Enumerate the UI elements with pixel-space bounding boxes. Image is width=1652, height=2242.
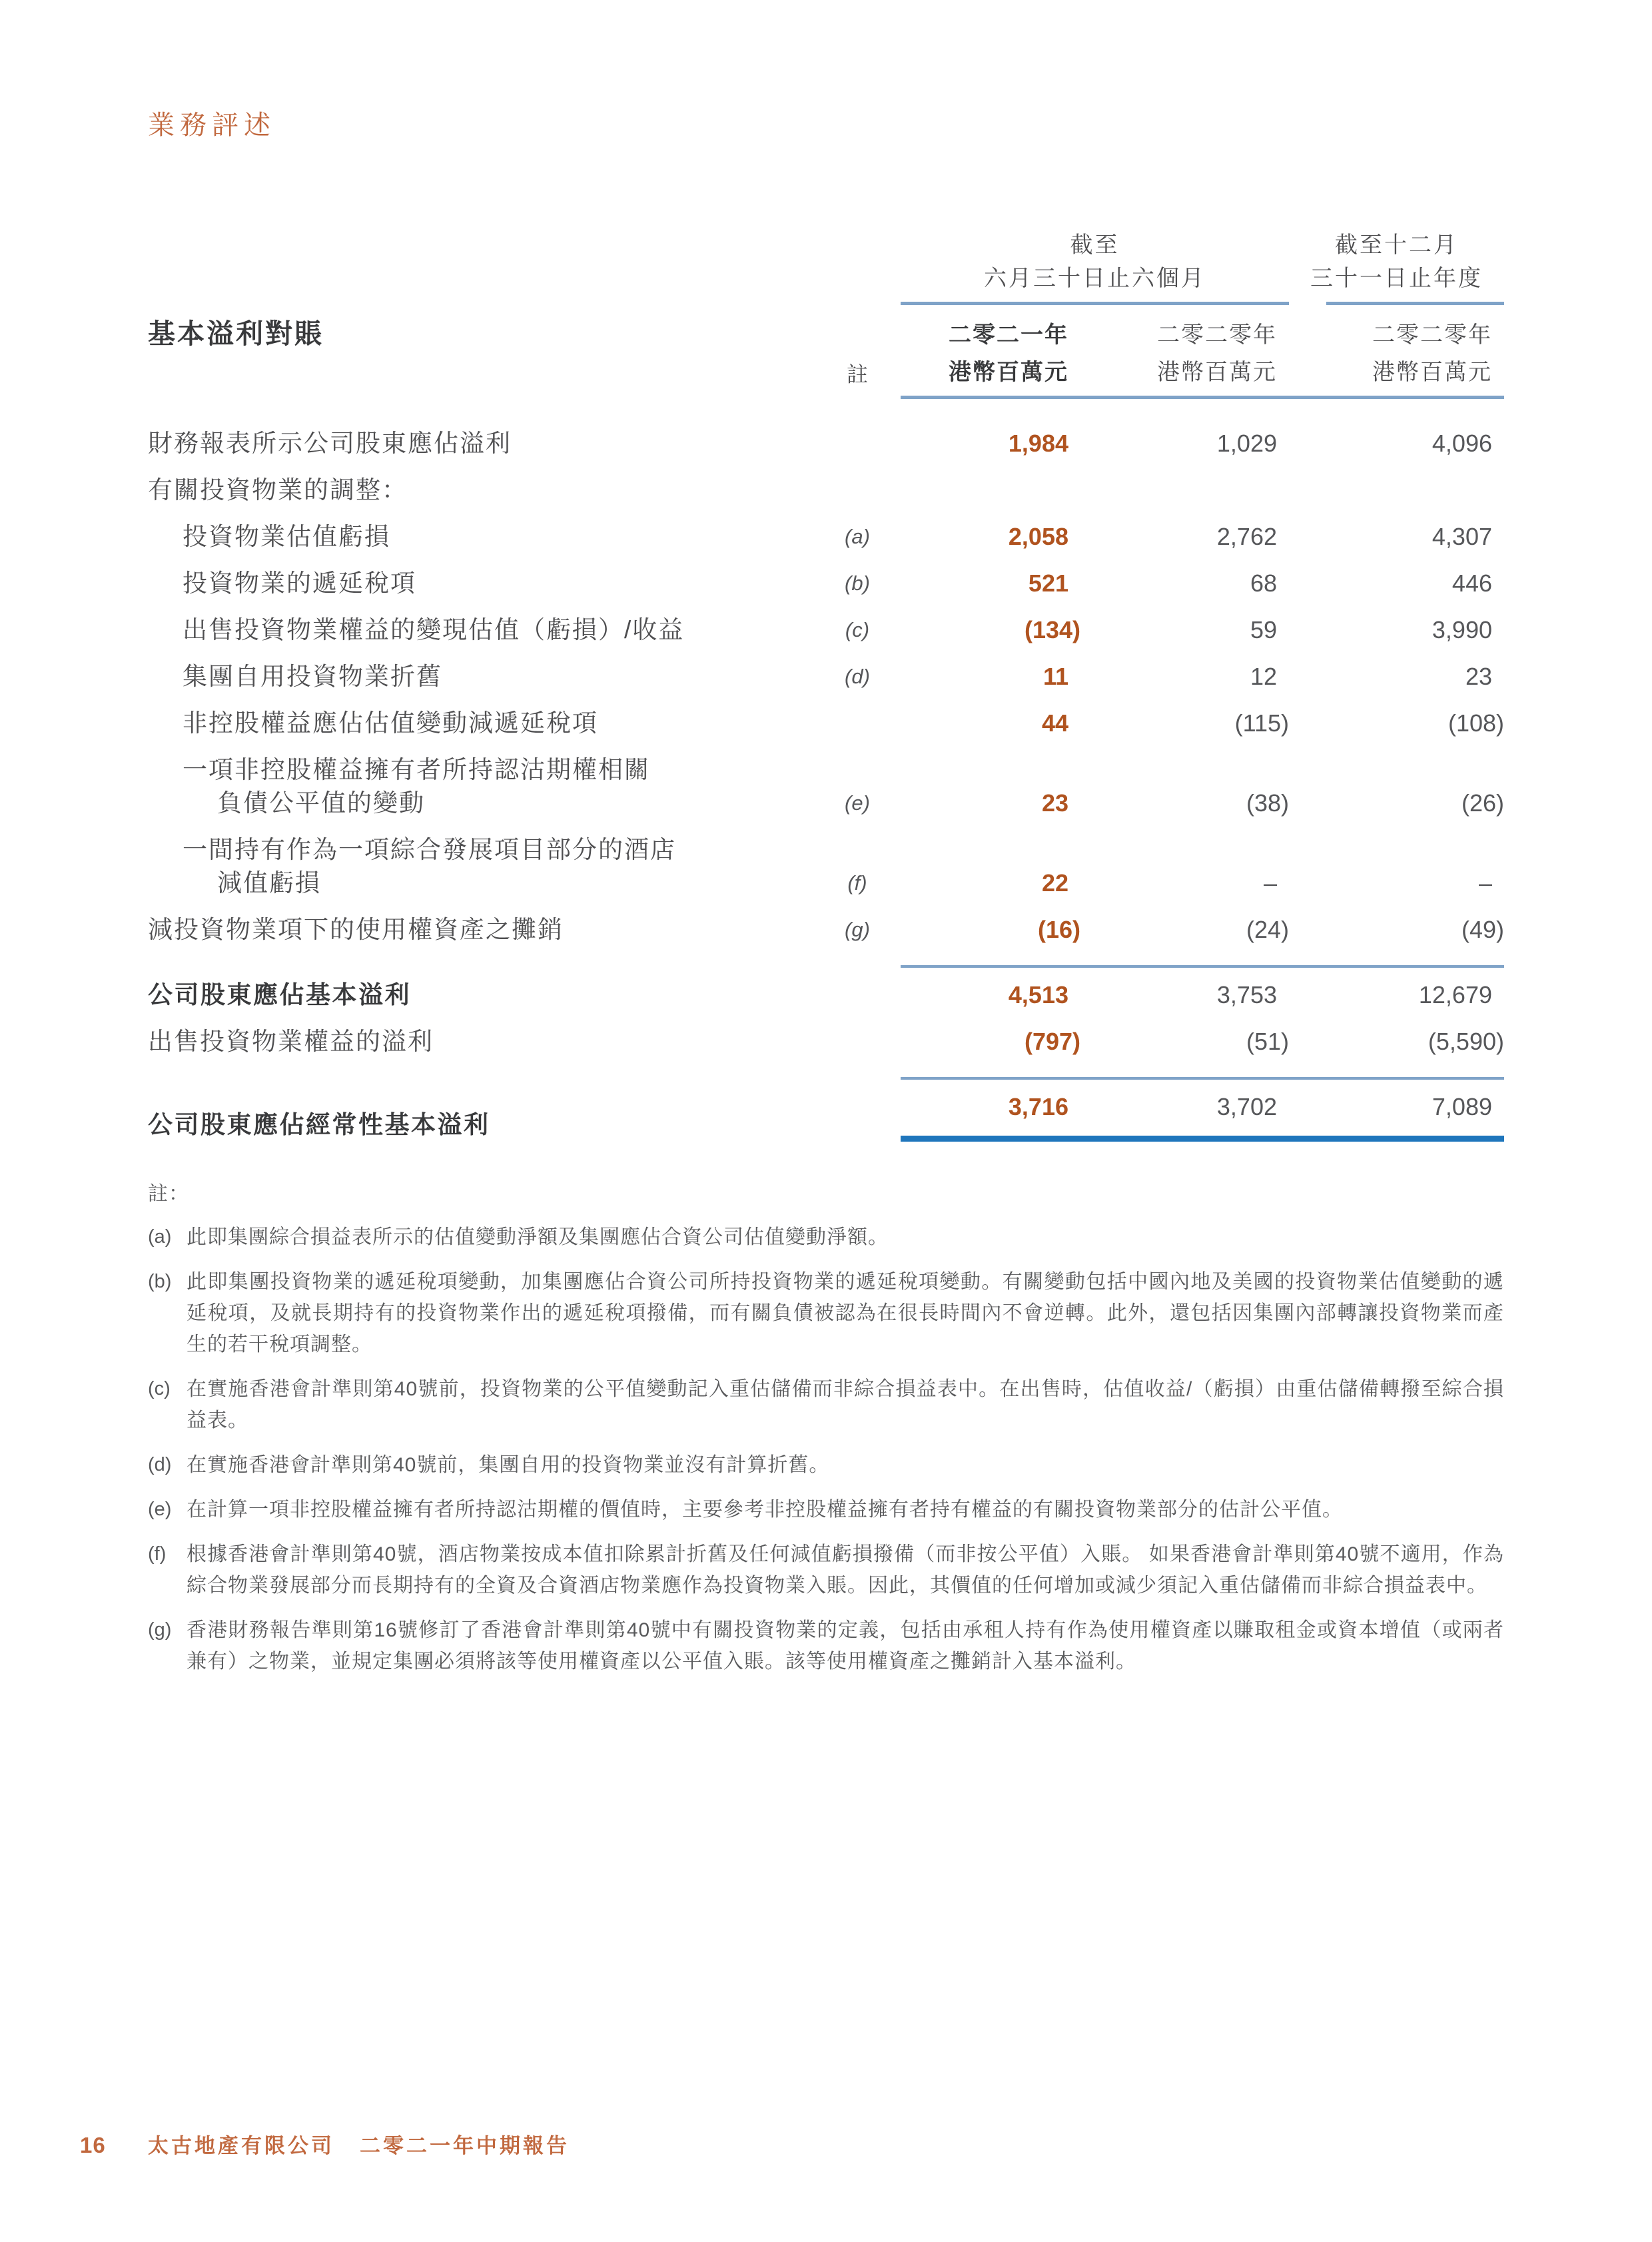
row-label: 集團自用投資物業折舊 bbox=[183, 663, 442, 690]
value-2021: 23 bbox=[1041, 789, 1068, 817]
footnote-label: (c) bbox=[148, 1378, 171, 1399]
row-label: 有關投資物業的調整： bbox=[148, 476, 408, 504]
footnote-label: (e) bbox=[148, 1499, 172, 1520]
footnote-item bbox=[148, 1615, 1504, 1677]
footnote-text: 根據香港會計準則第40號，酒店物業按成本值扣除累計折舊及任何減值虧損撥備（而非按公平值）入賬。 如果香港會計準則第40號不適用，作為綜合物業發展部分而長期持有的全資及合資酒店物業應作為投資物業入賬。因此，其價值的任何增加或減少須記入重估儲備而非綜合損益表中。 bbox=[187, 1543, 1504, 1597]
footnote-text: 此即集團綜合損益表所示的估值變動淨額及集團應佔合資公司估值變動淨額。 bbox=[187, 1226, 889, 1248]
group-header-line: 六月三十日止六個月 bbox=[984, 266, 1206, 291]
row-label: 公司股東應佔經常性基本溢利 bbox=[148, 1111, 490, 1138]
note-column-header: 註 bbox=[846, 362, 868, 386]
value-2021: 44 bbox=[1041, 709, 1068, 737]
row-label: 公司股東應佔基本溢利 bbox=[148, 981, 411, 1008]
value-2020-annual: 23 bbox=[1465, 663, 1492, 690]
table-row bbox=[148, 1018, 1504, 1065]
column-header-2020-annual: 二零二零年 港幣百萬元 bbox=[1372, 322, 1492, 385]
table-row bbox=[148, 607, 1504, 653]
row-label: 一項非控股權益擁有者所持認沽期權相關 負債公平值的變動 bbox=[183, 756, 650, 817]
row-label: 非控股權益應佔估值變動減遞延稅項 bbox=[183, 709, 598, 737]
row-label: 出售投資物業權益的變現估值（虧損）/收益 bbox=[183, 616, 685, 643]
value-2020-annual: (108) bbox=[1447, 709, 1504, 737]
footnote-label: (g) bbox=[148, 1619, 172, 1641]
value-2020-interim: 1,029 bbox=[1216, 430, 1277, 457]
footnote-text: 香港財務報告準則第16號修訂了香港會計準則第40號中有關投資物業的定義，包括由承租人持有作為使用權資產以賺取租金或資本增值（或兩者兼有）之物業，並規定集團必須將該等使用權資產以公平值入賬。該等使用權資產之攤銷計入基本溢利。 bbox=[187, 1619, 1504, 1673]
value-2020-interim: 3,753 bbox=[1080, 965, 1289, 1012]
value-2020-annual: – bbox=[1478, 869, 1492, 897]
footnote-text: 在計算一項非控股權益擁有者所持認沽期權的價值時，主要參考非控股權益擁有者持有權益的有關投資物業部分的估計公平值。 bbox=[187, 1499, 1343, 1521]
note-ref: (d) bbox=[845, 665, 870, 688]
table-section-row bbox=[148, 467, 1504, 514]
value-2020-interim: (24) bbox=[1246, 916, 1289, 943]
value-2021: (797) bbox=[1024, 1028, 1080, 1055]
note-ref: (f) bbox=[847, 871, 867, 895]
value-2020-annual: 446 bbox=[1451, 569, 1492, 597]
page-number: 16 bbox=[80, 2133, 106, 2157]
note-ref: (e) bbox=[845, 791, 870, 815]
table-row bbox=[148, 747, 1504, 827]
table-total-row bbox=[148, 1070, 1504, 1142]
footnote-item bbox=[148, 1266, 1504, 1360]
value-2020-interim: 59 bbox=[1250, 616, 1277, 643]
table-header-rule bbox=[148, 391, 1504, 399]
note-ref: (a) bbox=[845, 525, 870, 548]
row-label: 投資物業的遞延稅項 bbox=[183, 569, 416, 597]
footnote-item bbox=[148, 1539, 1504, 1601]
value-2021: (16) bbox=[1037, 916, 1080, 943]
footnote-item bbox=[148, 1373, 1504, 1436]
footnotes-heading: 註： bbox=[148, 1183, 189, 1205]
row-label: 投資物業估值虧損 bbox=[183, 523, 390, 550]
footer-company-name: 太古地產有限公司 bbox=[148, 2134, 334, 2157]
value-2021: 521 bbox=[1028, 569, 1068, 597]
value-2021: 1,984 bbox=[1008, 430, 1068, 457]
row-label: 一間持有作為一項綜合發展項目部分的酒店 減值虧損 bbox=[183, 836, 676, 897]
group-header-line: 三十一日止年度 bbox=[1310, 266, 1483, 291]
value-2020-interim: 68 bbox=[1250, 569, 1277, 597]
value-2020-annual: 7,089 bbox=[1289, 1077, 1504, 1142]
footnote-text: 在實施香港會計準則第40號前，投資物業的公平值變動記入重估儲備而非綜合損益表中。在出售時，估值收益/（虧損）由重估儲備轉撥至綜合損益表。 bbox=[187, 1378, 1504, 1431]
table-row bbox=[148, 514, 1504, 560]
value-2021: 22 bbox=[1041, 869, 1068, 897]
rule-full-year bbox=[1326, 295, 1504, 305]
value-2020-annual: 4,307 bbox=[1432, 523, 1492, 550]
value-2021: 11 bbox=[1042, 663, 1068, 690]
value-2020-annual: (49) bbox=[1461, 916, 1504, 943]
footnote-label: (f) bbox=[148, 1543, 167, 1565]
value-2020-annual: 3,990 bbox=[1432, 616, 1492, 643]
value-2021: 3,716 bbox=[901, 1077, 1080, 1142]
note-ref: (g) bbox=[845, 918, 870, 941]
table-group-rules bbox=[148, 295, 1504, 304]
footnote-item bbox=[148, 1449, 1504, 1481]
value-2020-interim: (115) bbox=[1234, 709, 1289, 737]
value-2020-interim: (51) bbox=[1246, 1028, 1289, 1055]
note-ref: (c) bbox=[845, 618, 870, 641]
footer-report-title: 二零二一年中期報告 bbox=[360, 2134, 570, 2157]
table-title: 基本溢利對賬 bbox=[148, 318, 324, 349]
value-2020-interim: – bbox=[1263, 869, 1277, 897]
section-header: 業務評述 bbox=[148, 111, 276, 140]
table-row bbox=[148, 653, 1504, 700]
value-2020-interim: (38) bbox=[1246, 789, 1289, 817]
footnote-item bbox=[148, 1494, 1504, 1525]
column-group-header-full-year bbox=[1289, 228, 1504, 295]
value-2021: (134) bbox=[1024, 616, 1080, 643]
table-row bbox=[148, 827, 1504, 907]
footnote-text: 此即集團投資物業的遞延稅項變動，加集團應佔合資公司所持投資物業的遞延稅項變動。有關變動包括中國內地及美國的投資物業估值變動的遞延稅項，及就長期持有的投資物業作出的遞延稅項撥備，而有關負債被認為在很長時間內不會逆轉。此外，還包括因集團內部轉讓投資物業而產生的若干稅項調整。 bbox=[187, 1271, 1504, 1355]
table-row bbox=[148, 560, 1504, 607]
value-2020-interim: 3,702 bbox=[1080, 1077, 1289, 1142]
footnote-label: (d) bbox=[148, 1454, 172, 1475]
column-group-header-six-months bbox=[901, 228, 1289, 295]
value-2020-annual: 12,679 bbox=[1289, 965, 1504, 1012]
value-2020-interim: 2,762 bbox=[1216, 523, 1277, 550]
page-footer bbox=[80, 2129, 1504, 2159]
column-header-2020-interim: 二零二零年 港幣百萬元 bbox=[1157, 322, 1277, 385]
table-group-header-row bbox=[148, 228, 1504, 295]
group-header-line: 截至 bbox=[1070, 232, 1120, 258]
row-label: 出售投資物業權益的溢利 bbox=[148, 1028, 434, 1055]
table-row bbox=[148, 700, 1504, 747]
table-row bbox=[148, 411, 1504, 467]
table-row bbox=[148, 907, 1504, 953]
group-header-line: 截至十二月 bbox=[1335, 232, 1458, 258]
underlying-profit-reconciliation-table bbox=[148, 228, 1504, 1142]
row-label: 減投資物業項下的使用權資產之攤銷 bbox=[148, 916, 564, 943]
footnote-label: (b) bbox=[148, 1271, 172, 1292]
footnotes bbox=[148, 1179, 1504, 1677]
footnote-text: 在實施香港會計準則第40號前，集團自用的投資物業並沒有計算折舊。 bbox=[187, 1454, 830, 1476]
footnote-label: (a) bbox=[148, 1226, 172, 1248]
value-2021: 2,058 bbox=[1008, 523, 1068, 550]
value-2020-annual: (5,590) bbox=[1428, 1028, 1504, 1055]
value-2020-annual: 4,096 bbox=[1432, 430, 1492, 457]
value-2020-interim: 12 bbox=[1250, 663, 1277, 690]
column-header-2021: 二零二一年 港幣百萬元 bbox=[949, 322, 1068, 385]
row-label: 財務報表所示公司股東應佔溢利 bbox=[148, 430, 512, 457]
table-column-header-row bbox=[148, 316, 1504, 391]
note-ref: (b) bbox=[845, 571, 870, 595]
rule-six-months bbox=[901, 295, 1289, 305]
value-2021: 4,513 bbox=[901, 965, 1080, 1012]
footnote-item bbox=[148, 1222, 1504, 1253]
table-total-row bbox=[148, 958, 1504, 1018]
value-2020-annual: (26) bbox=[1461, 789, 1504, 817]
